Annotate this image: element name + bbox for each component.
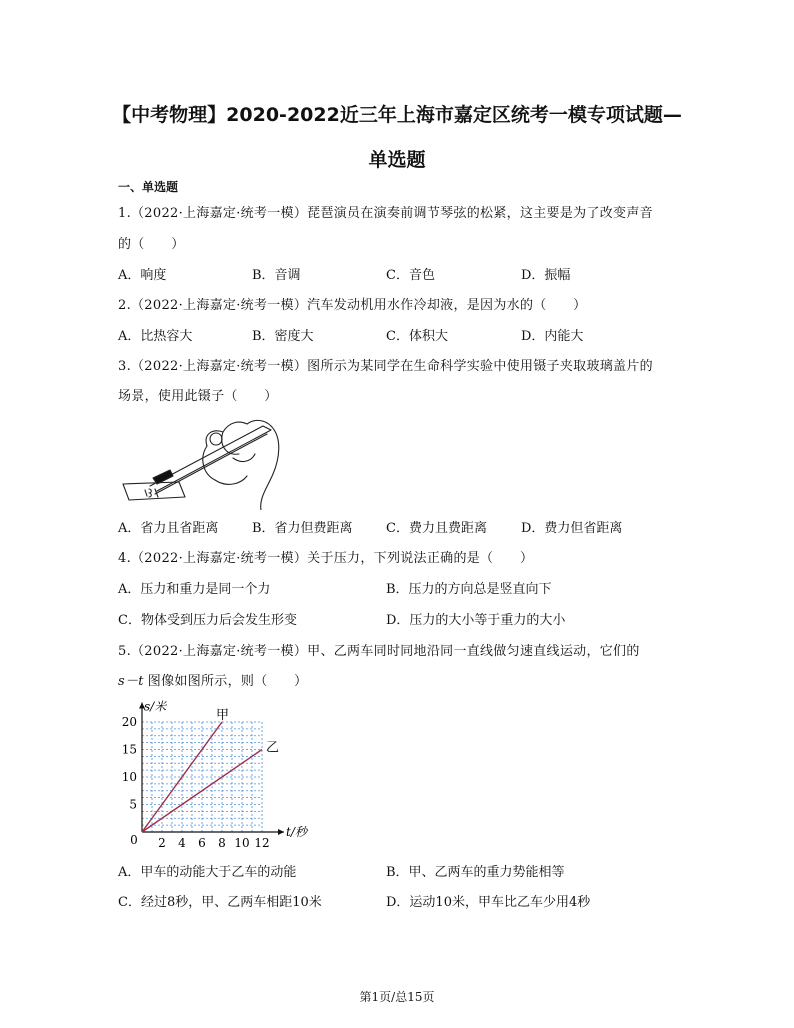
q3-stem-line2: 场景，使用此镊子（ ） xyxy=(118,389,278,404)
q1-stem-line2: 的（ ） xyxy=(118,237,185,252)
q4-option-b: B．压力的方向总是竖直向下 xyxy=(386,582,552,597)
x-axis-label: t/秒 xyxy=(286,825,307,839)
q4-stem: 4.（2022·上海嘉定·统考一模）关于压力，下列说法正确的是（ ） xyxy=(118,551,534,566)
q4-option-c: C．物体受到压力后会发生形变 xyxy=(118,613,297,628)
q1-stem-line1: 1.（2022·上海嘉定·统考一模）琵琶演员在演奏前调节琴弦的松紧，这主要是为了改变声音 xyxy=(118,206,653,221)
series-label-1: 甲 xyxy=(216,708,230,723)
q3-option-c: C．费力且费距离 xyxy=(386,521,487,536)
chart-grid xyxy=(142,722,262,832)
q5-stem-line2-text: 图像如图所示，则（ ） xyxy=(147,674,308,689)
q2-option-a: A．比热容大 xyxy=(118,329,193,344)
q5-option-a: A．甲车的动能大于乙车的动能 xyxy=(118,865,297,880)
q1-option-d: D．振幅 xyxy=(521,268,571,283)
page-title: 【中考物理】2020-2022近三年上海市嘉定区统考一模专项试题— xyxy=(112,104,682,126)
y-tick-label: 15 xyxy=(121,742,137,757)
q3-option-d: D．费力但省距离 xyxy=(521,521,623,536)
series-label-2: 乙 xyxy=(266,740,280,756)
q2-option-b: B．密度大 xyxy=(252,329,314,344)
q5-option-b: B．甲、乙两车的重力势能相等 xyxy=(386,865,565,880)
page-footer: 第1页/总15页 xyxy=(359,990,435,1004)
q2-stem: 2.（2022·上海嘉定·统考一模）汽车发动机用水作冷却液，是因为水的（ ） xyxy=(118,298,587,313)
y-tick-label: 20 xyxy=(121,715,137,729)
q5-stem-line2 xyxy=(118,670,307,689)
x-tick-label: 10 xyxy=(234,836,250,850)
q1-option-a: A．响度 xyxy=(118,268,167,283)
q1-option-b: B．音调 xyxy=(252,268,301,283)
q4-option-a: A．压力和重力是同一个力 xyxy=(118,582,271,597)
x-tick-label: 8 xyxy=(218,836,226,850)
q4-option-d: D．压力的大小等于重力的大小 xyxy=(386,613,566,628)
x-tick-label: 2 xyxy=(158,836,166,850)
x-tick-label: 6 xyxy=(198,836,206,850)
section-heading: 一、单选题 xyxy=(118,180,179,194)
y-tick-label: 10 xyxy=(121,770,137,784)
page-title-continued: 单选题 xyxy=(368,149,426,171)
y-axis-label: s/米 xyxy=(144,699,167,714)
tweezers-figure xyxy=(115,414,305,510)
q3-option-a: A．省力且省距离 xyxy=(118,521,219,536)
q5-stem-line1: 5.（2022·上海嘉定·统考一模）甲、乙两车同时同地沿同一直线做匀速直线运动，它们的 xyxy=(118,644,640,659)
q5-option-d: D．运动10米，甲车比乙车少用4秒 xyxy=(386,895,591,910)
q3-stem-line1: 3.（2022·上海嘉定·统考一模）图所示为某同学在生命科学实验中使用镊子夹取玻璃盖片的 xyxy=(118,359,653,374)
st-chart xyxy=(112,690,322,850)
origin-label: 0 xyxy=(130,833,138,847)
q3-option-b: B．省力但费距离 xyxy=(252,521,353,536)
x-tick-label: 12 xyxy=(254,836,270,850)
q2-option-d: D．内能大 xyxy=(521,329,584,344)
q5-option-c: C．经过8秒，甲、乙两车相距10米 xyxy=(118,895,322,910)
q2-option-c: C．体积大 xyxy=(386,329,448,344)
st-label: s－t xyxy=(118,674,144,689)
x-axis-arrow xyxy=(278,829,284,835)
q1-option-c: C．音色 xyxy=(386,268,435,283)
y-tick-label: 5 xyxy=(129,797,137,812)
x-tick-label: 4 xyxy=(178,836,186,850)
